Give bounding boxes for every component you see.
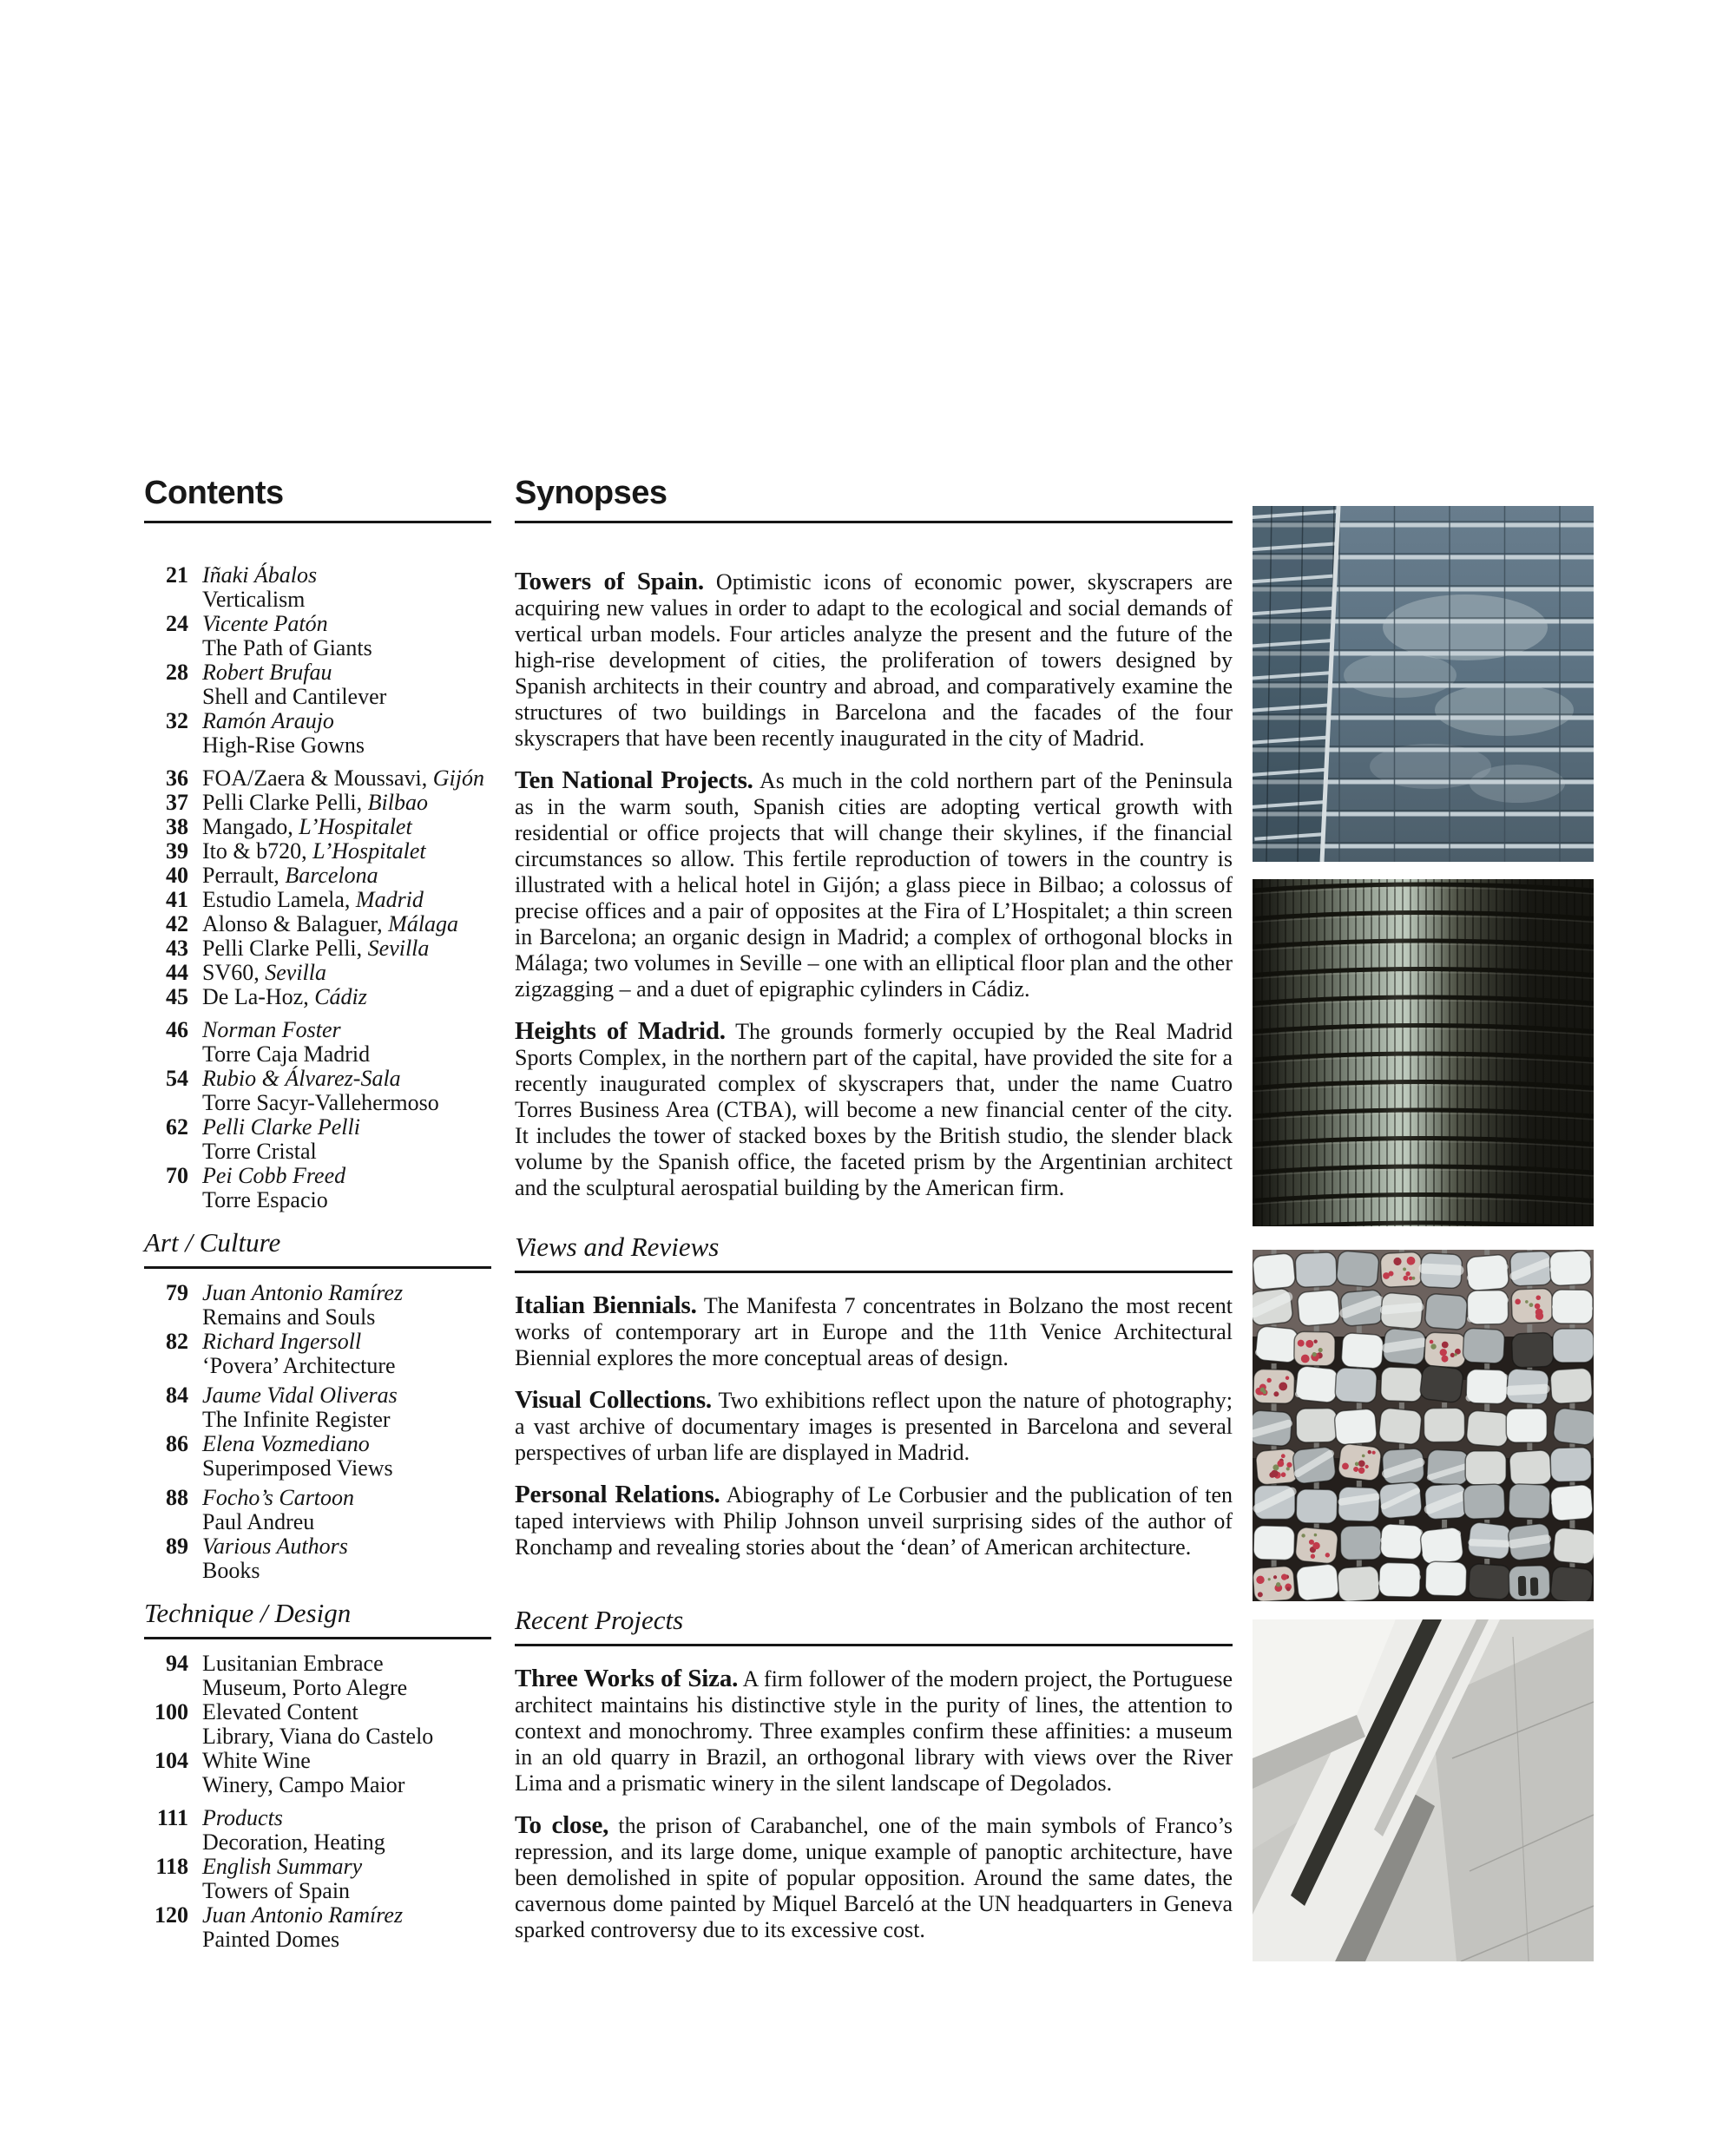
entry-text: Remains and Souls [202,1304,376,1330]
synopsis-paragraph: To close, the prison of Carabanchel, one of the main symbols of Franco’s repression, and its large dome, unique example of panoptic architecture, have been demolished in spite of popular opposition. Around the same dates, the cavernous dome painted by Miquel Barceló at the UN headquarters in Geneva sparked controversy due to its excessive cost. [515,1811,1233,1942]
synopsis-lead: To close, [515,1811,609,1839]
entry-text-italic: Sevilla [265,960,327,985]
entry-text-italic: Various Authors [202,1534,348,1559]
entry-text: Lusitanian Embrace [202,1651,384,1676]
synopses-list [515,568,1233,1943]
entry-text: Towers of Spain [202,1878,351,1903]
contents-entry [144,1806,517,1855]
contents-entry [144,839,517,864]
entry-line [202,1879,517,1903]
entry-page-number: 104 [155,1748,188,1773]
synopsis-paragraph: Towers of Spain. Optimistic icons of economic power, skyscrapers are acquiring new values in order to adapt to the ecological and social demands of vertical urban models. Four articles analyze the present and the future of the high-rise development of cities, the proliferation of towers designed by Spanish architects in their country and abroad, and comparatively examine the structures of two buildings in Barcelona and the facades of the four skyscrapers that have been recently inaugurated in the city of Madrid. [515,568,1233,751]
contents-entry [144,1330,517,1378]
entry-text-italic: Sevilla [367,936,430,961]
entry-text-italic: Pelli Clarke Pelli [202,1114,360,1140]
entry-lines [202,1486,517,1534]
entry-page-number: 28 [166,660,188,685]
synopsis-lead: Towers of Spain. [515,568,704,595]
entry-line [202,1188,517,1212]
entry-line [202,1806,517,1830]
entry-lines [202,864,517,888]
white-concrete-photo [1253,1619,1594,1961]
entry-line [202,888,517,912]
entry-line [202,709,517,733]
entry-line [202,1408,517,1432]
entry-text: Shell and Cantilever [202,684,387,709]
synopsis-paragraph: Three Works of Siza. A firm follower of the modern project, the Portuguese architect maintains his distinctive style in the purity of lines, the attention to context and monochromy. Three examples confirm these affinities: a museum in an old quarry in Brazil, an orthogonal library with views over the River Lima and a prismatic winery in the silent landscape of Degolados. [515,1665,1233,1796]
entry-text: Paul Andreu [202,1509,315,1534]
entry-lines [202,839,517,864]
entry-lines [202,1164,517,1212]
entry-line [202,1140,517,1164]
entry-line [202,961,517,985]
entry-line [202,815,517,839]
entry-line [202,985,517,1009]
entry-text-italic: Richard Ingersoll [202,1329,362,1354]
entry-line [202,1091,517,1115]
entry-line [202,864,517,888]
entry-line [202,1749,517,1773]
contents-entry [144,1903,517,1952]
entry-lines [202,912,517,936]
entry-page-number: 118 [155,1854,188,1879]
entry-line [202,1700,517,1724]
contents-entry [144,815,517,839]
entry-lines [202,1383,517,1432]
entry-page-number: 46 [166,1017,188,1042]
entry-line [202,685,517,709]
entry-text: Museum, Porto Alegre [202,1675,408,1700]
entry-text: Torre Cristal [202,1139,317,1164]
contents-column [144,476,517,1952]
entry-line [202,1903,517,1928]
synopses-column [515,476,1233,1959]
synopsis-paragraph: Personal Relations. Abiography of Le Corbusier and the publication of ten taped interviews with Philip Johnson unveil surprising sides of the author of Ronchamp and revealing stories about the ‘dean’ of American architecture. [515,1481,1233,1560]
entry-text-italic: Gijón [432,765,484,791]
entry-text: FOA/Zaera & Moussavi, [202,765,433,791]
entry-page-number: 88 [166,1485,188,1510]
contents-entry [144,1749,517,1797]
entry-group [144,1486,517,1583]
entry-line [202,839,517,864]
entry-text-italic: Pei Cobb Freed [202,1163,346,1188]
entry-text-italic: L’Hospitalet [299,814,412,839]
entry-line [202,660,517,685]
entry-page-number: 79 [166,1280,188,1305]
contents-entry [144,936,517,961]
entry-group [144,1652,517,1797]
synopsis-lead: Personal Relations. [515,1481,720,1508]
entry-text-italic: Bilbao [367,790,428,815]
entry-line [202,636,517,660]
contents-entry [144,985,517,1009]
entry-text: Decoration, Heating [202,1829,385,1855]
entry-lines [202,1115,517,1164]
entry-group [144,1806,517,1952]
entry-lines [202,1281,517,1330]
entry-line [202,1773,517,1797]
entry-page-number: 100 [155,1699,188,1724]
entry-text: Superimposed Views [202,1455,393,1481]
contents-title: Contents [144,476,491,523]
entry-page-number: 21 [166,562,188,588]
entry-text-italic: Products [202,1805,283,1830]
entry-page-number: 54 [166,1066,188,1091]
contents-entry [144,1067,517,1115]
entry-page-number: 38 [166,814,188,839]
entry-text: White Wine [202,1748,311,1773]
contents-entry [144,791,517,815]
entry-text-italic: Madrid [355,887,424,912]
entry-text: Torre Caja Madrid [202,1041,371,1067]
entry-lines [202,936,517,961]
contents-entry [144,864,517,888]
entry-page-number: 94 [166,1651,188,1676]
entry-text: Library, Viana do Castelo [202,1724,434,1749]
entry-page-number: 89 [166,1534,188,1559]
contents-entry [144,961,517,985]
contents-entry [144,1383,517,1432]
entry-text-italic: Juan Antonio Ramírez [202,1280,404,1305]
entry-text-italic: Ramón Araujo [202,708,334,733]
entry-line [202,1928,517,1952]
entry-line [202,1115,517,1140]
contents-entry [144,1018,517,1067]
entry-text: Verticalism [202,587,306,612]
entry-text: Estudio Lamela, [202,887,356,912]
entry-text-italic: Rubio & Álvarez-Sala [202,1066,401,1091]
entry-line [202,733,517,758]
entry-line [202,1383,517,1408]
synopses-title: Synopses [515,476,1233,523]
entry-text: Elevated Content [202,1699,358,1724]
entry-text-italic: Barcelona [285,863,378,888]
entry-page-number: 37 [166,790,188,815]
mirror-wall-photo [1253,1250,1594,1601]
entry-line [202,1432,517,1456]
contents-entry [144,766,517,791]
entry-group [144,766,517,1009]
entry-line [202,936,517,961]
synopsis-lead: Three Works of Siza. [515,1665,739,1692]
entry-text-italic: Juan Antonio Ramírez [202,1902,404,1928]
entry-line [202,1330,517,1354]
entry-line [202,1486,517,1510]
entry-lines [202,1534,517,1583]
entry-line [202,912,517,936]
entry-page-number: 42 [166,911,188,936]
synopsis-lead: Ten National Projects. [515,766,753,794]
entry-line [202,563,517,588]
entry-group [144,1383,517,1481]
entry-page-number: 82 [166,1329,188,1354]
section-heading: Views and Reviews [515,1232,1233,1273]
entry-text: Mangado, [202,814,299,839]
entry-text-italic: Norman Foster [202,1017,341,1042]
contents-entry [144,1652,517,1700]
entry-text-italic: English Summary [202,1854,363,1879]
cylindrical-tower-photo [1253,879,1594,1226]
entry-line [202,612,517,636]
images-column [1253,0,1594,2148]
entry-page-number: 84 [166,1383,188,1408]
contents-entry [144,612,517,660]
entry-page-number: 86 [166,1431,188,1456]
entry-text: Torre Espacio [202,1187,328,1212]
entry-text: Pelli Clarke Pelli, [202,790,368,815]
entry-lines [202,791,517,815]
entry-page-number: 111 [156,1805,188,1830]
entry-text-italic: Jaume Vidal Oliveras [202,1383,398,1408]
entry-text: Winery, Campo Maior [202,1772,405,1797]
synopsis-paragraph: Visual Collections. Two exhibitions reflect upon the nature of photography; a vast archive of documentary images is presented in Barcelona and several perspectives of urban life are displayed in Madrid. [515,1386,1233,1465]
entry-text: The Path of Giants [202,635,372,660]
entry-lines [202,660,517,709]
entry-line [202,1354,517,1378]
section-heading: Recent Projects [515,1606,1233,1646]
entry-group [144,1281,517,1378]
entry-text: Torre Sacyr-Vallehermoso [202,1090,439,1115]
contents-entry [144,1534,517,1583]
entry-lines [202,985,517,1009]
entry-group [144,1018,517,1212]
entry-text-italic: Vicente Patón [202,611,328,636]
contents-entry [144,709,517,758]
entry-line [202,1305,517,1330]
entry-page-number: 70 [166,1163,188,1188]
entry-line [202,588,517,612]
entry-text-italic: Iñaki Ábalos [202,562,318,588]
entry-page-number: 41 [166,887,188,912]
entry-lines [202,766,517,791]
entry-page-number: 24 [166,611,188,636]
entry-text: Painted Domes [202,1927,340,1952]
contents-entry [144,912,517,936]
synopsis-paragraph: Italian Biennials. The Manifesta 7 concentrates in Bolzano the most recent works of contemporary art in Europe and the 11th Venice Architectural Biennial explores the more conceptual areas of design. [515,1291,1233,1370]
entry-lines [202,1432,517,1481]
entry-lines [202,1330,517,1378]
entry-text-italic: Cádiz [314,984,367,1009]
contents-entry [144,1855,517,1903]
contents-entry [144,660,517,709]
entry-page-number: 120 [155,1902,188,1928]
entry-group [144,563,517,758]
entry-lines [202,815,517,839]
entry-page-number: 40 [166,863,188,888]
entry-text: ‘Povera’ Architecture [202,1353,396,1378]
entry-lines [202,709,517,758]
entry-lines [202,1749,517,1797]
contents-entry [144,888,517,912]
section-heading: Technique / Design [144,1599,491,1639]
contents-entry [144,1486,517,1534]
entry-page-number: 39 [166,838,188,864]
section-heading: Art / Culture [144,1228,491,1269]
entry-text: SV60, [202,960,266,985]
entry-line [202,1830,517,1855]
entry-line [202,766,517,791]
entry-text: Alonso & Balaguer, [202,911,389,936]
entry-page-number: 36 [166,765,188,791]
entry-text-italic: Elena Vozmediano [202,1431,370,1456]
entry-text: Books [202,1558,260,1583]
contents-entry [144,563,517,612]
entry-page-number: 43 [166,936,188,961]
entry-line [202,1456,517,1481]
contents-entry [144,1115,517,1164]
synopsis-lead: Italian Biennials. [515,1291,697,1319]
entry-text: Pelli Clarke Pelli, [202,936,368,961]
contents-entry [144,1281,517,1330]
entry-lines [202,1806,517,1855]
entry-text: Perrault, [202,863,286,888]
entry-text-italic: Robert Brufau [202,660,332,685]
entry-lines [202,1855,517,1903]
entry-line [202,1510,517,1534]
contents-entry [144,1432,517,1481]
entry-text: The Infinite Register [202,1407,391,1432]
contents-entry [144,1700,517,1749]
entry-line [202,1067,517,1091]
glass-facade-photo [1253,506,1594,862]
contents-entry [144,1164,517,1212]
entry-lines [202,563,517,612]
entry-lines [202,1018,517,1067]
entry-lines [202,1652,517,1700]
entry-page-number: 32 [166,708,188,733]
entry-lines [202,1903,517,1952]
entry-line [202,1676,517,1700]
entry-line [202,1164,517,1188]
entry-lines [202,1700,517,1749]
entry-line [202,791,517,815]
entry-line [202,1652,517,1676]
entry-line [202,1281,517,1305]
entry-line [202,1534,517,1559]
entry-page-number: 62 [166,1114,188,1140]
entry-text: De La-Hoz, [202,984,315,1009]
entry-text-italic: Málaga [388,911,459,936]
entry-line [202,1559,517,1583]
entry-lines [202,1067,517,1115]
synopsis-lead: Visual Collections. [515,1386,712,1414]
entry-line [202,1855,517,1879]
synopsis-paragraph: Heights of Madrid. The grounds formerly occupied by the Real Madrid Sports Complex, in the northern part of the capital, have provided the site for a recently inaugurated complex of skyscrapers that, under the name Cuatro Torres Business Area (CTBA), will become a new financial center of the city. It includes the tower of stacked boxes by the British studio, the slender black volume by the Spanish office, the faceted prism by the Argentinian architect and the sculptural aerospatial building by the American firm. [515,1017,1233,1200]
entry-text: Ito & b720, [202,838,313,864]
entry-lines [202,888,517,912]
entry-lines [202,612,517,660]
entry-text-italic: L’Hospitalet [312,838,426,864]
entry-text: High-Rise Gowns [202,732,365,758]
entry-line [202,1724,517,1749]
entry-page-number: 44 [166,960,188,985]
entry-line [202,1018,517,1042]
synopsis-lead: Heights of Madrid. [515,1017,726,1045]
synopsis-paragraph: Ten National Projects. As much in the cold northern part of the Peninsula as in the warm south, Spanish cities are adopting vertical growth with residential or office projects that will change their skylines, if the financial circumstances so allow. This fertile reproduction of towers in the country is illustrated with a helical hotel in Gijón; a glass piece in Bilbao; a colossus of precise offices and a pair of opposites at the Fira of L’Hospitalet; a thin screen in Barcelona; an organic design in Madrid; a complex of orthogonal blocks in Málaga; two volumes in Seville – one with an elliptical floor plan and the other zigzagging – and a duet of epigraphic cylinders in Cádiz. [515,766,1233,1002]
entry-lines [202,961,517,985]
entry-line [202,1042,517,1067]
contents-list [144,563,517,1952]
entry-text-italic: Focho’s Cartoon [202,1485,355,1510]
entry-page-number: 45 [166,984,188,1009]
